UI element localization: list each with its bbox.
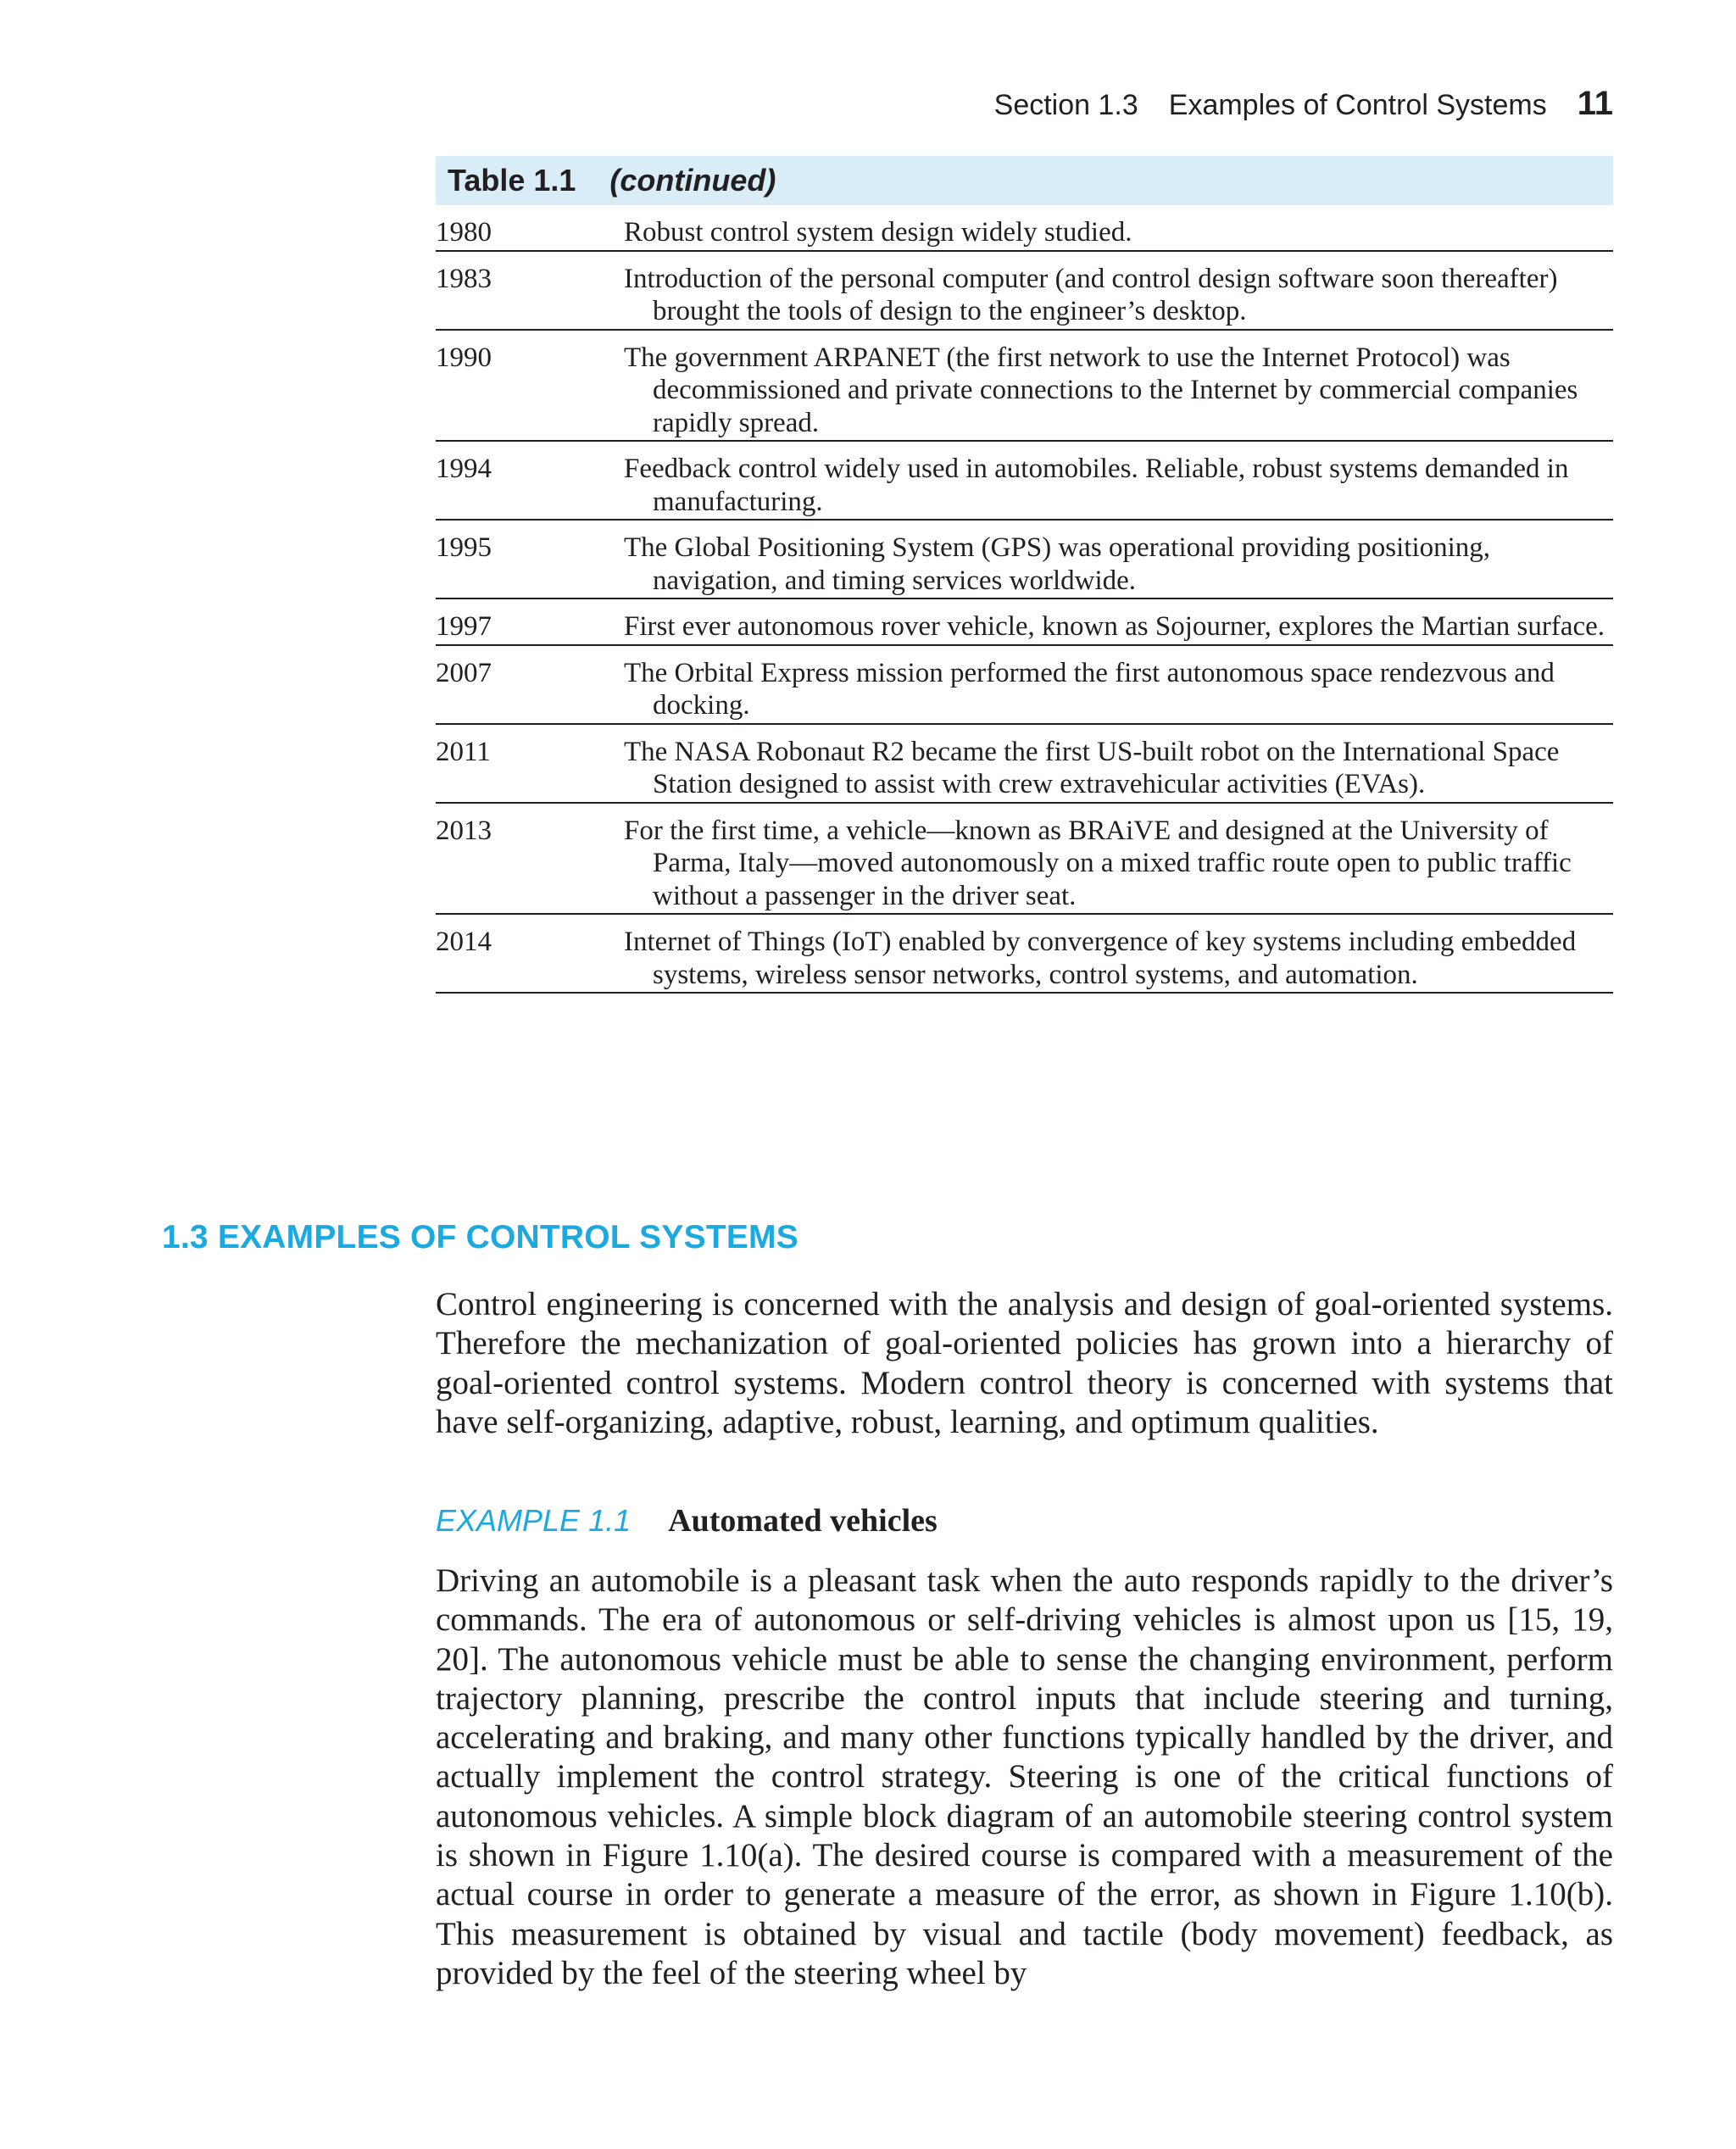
table-event: Robust control system design widely studied. (624, 217, 1132, 248)
table-event: The NASA Robonaut R2 became the first US-built robot on the International Space Station designed to assist with crew extravehicular activities (EVAs). (624, 736, 1560, 799)
example-title: Automated vehicles (668, 1503, 938, 1539)
table-event: For the first time, a vehicle—known as BRAiVE and designed at the University of Parma, Italy—moved autonomously on a mixed traffic route open to public traffic without a passenger in the driver seat. (624, 815, 1572, 911)
table-row (436, 521, 1613, 599)
table-year: 2013 (436, 815, 492, 846)
table-event: The government ARPANET (the first network to use the Internet Protocol) was decommissioned and private connections to the Internet by commercial companies rapidly spread. (624, 342, 1578, 438)
table-row (436, 599, 1613, 646)
example-label: EXAMPLE 1.1 (436, 1503, 632, 1538)
section-heading: 1.3 EXAMPLES OF CONTROL SYSTEMS (162, 1219, 798, 1255)
page-number: 11 (1577, 85, 1613, 122)
table-year: 2011 (436, 736, 491, 767)
table-event: First ever autonomous rover vehicle, known as Sojourner, explores the Martian surface. (624, 611, 1605, 642)
table-continued: (continued) (609, 163, 776, 198)
table-label: Table 1.1 (448, 163, 576, 198)
table-year: 1980 (436, 217, 492, 248)
example-heading (436, 1502, 938, 1539)
table-row (436, 252, 1613, 331)
table-year: 1990 (436, 342, 492, 373)
table-event: Internet of Things (IoT) enabled by convergence of key systems including embedded systems, wireless sensor networks, control systems, and automation. (624, 927, 1577, 990)
table-event: Feedback control widely used in automobiles. Reliable, robust systems demanded in manufacturing. (624, 454, 1569, 517)
table-event: The Orbital Express mission performed the first autonomous space rendezvous and docking. (624, 657, 1555, 721)
table-row (436, 725, 1613, 804)
table-event: Introduction of the personal computer (and control design software soon thereafter) brought the tools of design to the engineer’s desktop. (624, 263, 1558, 326)
table-year: 2014 (436, 927, 492, 957)
table-row (436, 331, 1613, 443)
table-event: The Global Positioning System (GPS) was operational providing positioning, navigation, and timing services worldwide. (624, 532, 1491, 596)
table-row (436, 915, 1613, 994)
table-header (436, 156, 1613, 205)
timeline-table (436, 156, 1613, 994)
section-intro-paragraph: Control engineering is concerned with the analysis and design of goal-oriented systems. Therefore the mechanization of goal-oriented policies has grown into a hierarchy of goal-oriented control systems. Modern control theory is concerned with systems that have self-organizing, adaptive, robust, learning, and optimum qualities. (436, 1286, 1613, 1440)
table-year: 1994 (436, 454, 492, 484)
table-year: 1995 (436, 532, 492, 563)
table-row (436, 646, 1613, 725)
running-head-title: Examples of Control Systems (1168, 89, 1547, 121)
example-body-paragraph: Driving an automobile is a pleasant task when the auto responds rapidly to the driver’s commands. The era of autonomous or self-driving vehicles is almost upon us [15, 19, 20]. The autonomous vehicle must be able to sense the changing environment, perform trajectory planning, prescribe the control inputs that include steering and turning, accelerating and braking, and many other functions typically handled by the driver, and actually implement the control strategy. Steering is one of the critical functions of autonomous vehicles. A simple block diagram of an automobile steering control system is shown in Figure 1.10(a). The desired course is compared with a measurement of the actual course in order to generate a measure of the error, as shown in Figure 1.10(b). This measurement is obtained by visual and tactile (body movement) feedback, as provided by the feel of the steering wheel by (436, 1562, 1613, 1991)
running-head (994, 85, 1613, 123)
table-row (436, 205, 1613, 252)
table-year: 2007 (436, 657, 492, 688)
table-row (436, 804, 1613, 916)
running-head-section: Section 1.3 (993, 89, 1138, 121)
table-year: 1983 (436, 263, 492, 294)
table-row (436, 442, 1613, 521)
table-year: 1997 (436, 611, 492, 642)
